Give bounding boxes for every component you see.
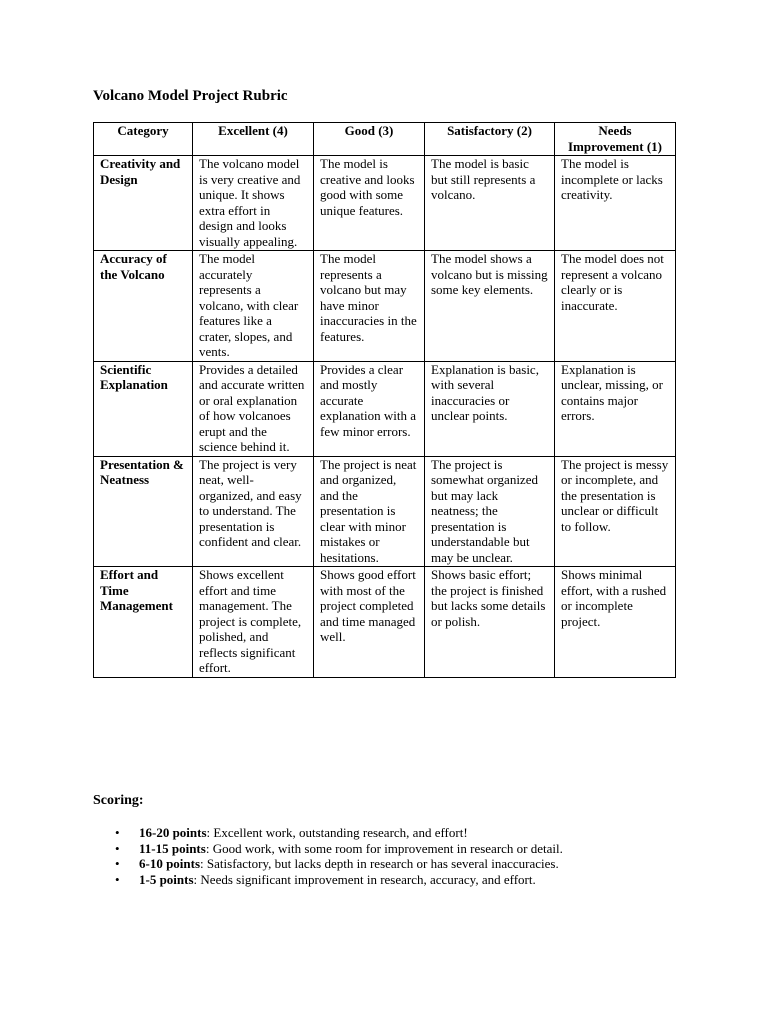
good-cell: Shows good effort with most of the project completed and time managed well. [314, 567, 425, 678]
needs-improvement-cell: The model does not represent a volcano clearly or is inaccurate. [555, 251, 676, 362]
bullet-icon: • [115, 825, 120, 840]
rubric-table [93, 122, 676, 678]
points-range: 16-20 points [139, 825, 207, 840]
satisfactory-cell: Shows basic effort; the project is finished but lacks some details or polish. [425, 567, 555, 678]
needs-improvement-cell: The project is messy or incomplete, and the presentation is unclear or difficult to follow. [555, 456, 676, 567]
satisfactory-cell: The model is basic but still represents a volcano. [425, 156, 555, 251]
table-row [94, 361, 676, 456]
scoring-list [115, 825, 755, 887]
header-good: Good (3) [314, 123, 425, 156]
points-description: : Excellent work, outstanding research, and effort! [206, 825, 468, 840]
satisfactory-cell: The project is somewhat organized but may lack neatness; the presentation is understandable but may be unclear. [425, 456, 555, 567]
list-item [115, 856, 755, 872]
table-row [94, 456, 676, 567]
excellent-cell: Shows excellent effort and time management. The project is complete, polished, and reflects significant effort. [193, 567, 314, 678]
points-range: 11-15 points [139, 840, 206, 856]
good-cell: The model is creative and looks good with some unique features. [314, 156, 425, 251]
category-cell: Presentation & Neatness [94, 456, 193, 567]
category-cell: Effort and Time Management [94, 567, 193, 678]
points-range: 6-10 points [139, 856, 201, 871]
satisfactory-cell: Explanation is basic, with several inaccuracies or unclear points. [425, 361, 555, 456]
needs-improvement-cell: The model is incomplete or lacks creativity. [555, 156, 676, 251]
category-cell: Accuracy of the Volcano [94, 251, 193, 362]
header-category: Category [94, 123, 193, 156]
rubric-header-row [94, 123, 676, 156]
excellent-cell: Provides a detailed and accurate written or oral explanation of how volcanoes erupt and the science behind it. [193, 361, 314, 456]
header-needs-improvement: Needs Improvement (1) [555, 123, 676, 156]
excellent-cell: The model accurately represents a volcano, with clear features like a crater, slopes, and vents. [193, 251, 314, 362]
points-description: : Satisfactory, but lacks depth in research or has several inaccuracies. [200, 856, 559, 871]
bullet-icon: • [115, 871, 120, 887]
table-row [94, 567, 676, 678]
points-description: : Needs significant improvement in research, accuracy, and effort. [193, 871, 536, 887]
good-cell: Provides a clear and mostly accurate explanation with a few minor errors. [314, 361, 425, 456]
excellent-cell: The volcano model is very creative and unique. It shows extra effort in design and looks visually appealing. [193, 156, 314, 251]
header-satisfactory: Satisfactory (2) [425, 123, 555, 156]
excellent-cell: The project is very neat, well-organized, and easy to understand. The presentation is confident and clear. [193, 456, 314, 567]
needs-improvement-cell: Shows minimal effort, with a rushed or incomplete project. [555, 567, 676, 678]
category-cell: Scientific Explanation [94, 361, 193, 456]
good-cell: The project is neat and organized, and the presentation is clear with minor mistakes or hesitations. [314, 456, 425, 567]
points-description: : Good work, with some room for improvement in research or detail. [205, 840, 563, 856]
category-cell: Creativity and Design [94, 156, 193, 251]
bullet-icon: • [115, 840, 120, 856]
table-row [94, 156, 676, 251]
list-item [115, 841, 755, 857]
needs-improvement-cell: Explanation is unclear, missing, or contains major errors. [555, 361, 676, 456]
document-title: Volcano Model Project Rubric [93, 88, 288, 104]
points-range: 1-5 points [139, 871, 194, 887]
header-excellent: Excellent (4) [193, 123, 314, 156]
good-cell: The model represents a volcano but may have minor inaccuracies in the features. [314, 251, 425, 362]
list-item [115, 872, 755, 888]
list-item [115, 825, 755, 841]
satisfactory-cell: The model shows a volcano but is missing some key elements. [425, 251, 555, 362]
table-row [94, 251, 676, 362]
scoring-heading: Scoring: [93, 793, 144, 808]
bullet-icon: • [115, 856, 120, 871]
